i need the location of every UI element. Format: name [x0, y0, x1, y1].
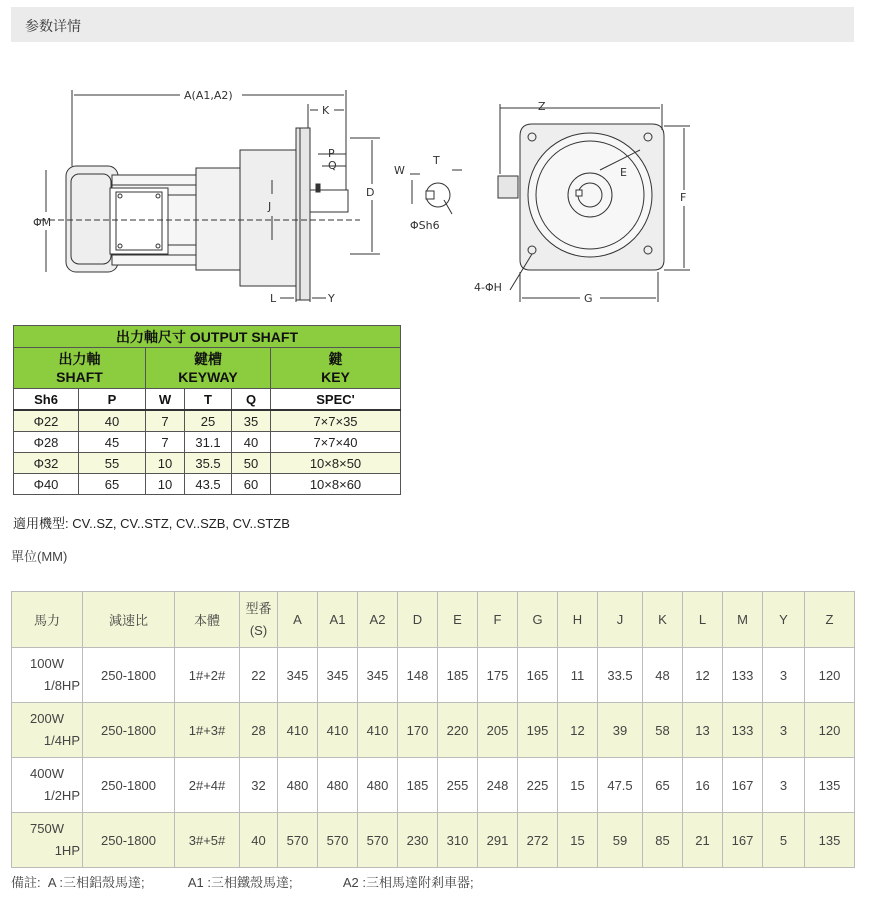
table-cell: 40 — [240, 813, 278, 868]
table-cell: 2#+4# — [175, 758, 240, 813]
table-cell: 170 — [398, 703, 438, 758]
motor-front-view — [498, 104, 690, 302]
table-cell: 120 — [805, 703, 855, 758]
label-f: F — [680, 191, 687, 204]
table-cell: 65 — [643, 758, 683, 813]
table-cell: 310 — [438, 813, 478, 868]
table-cell: 185 — [438, 648, 478, 703]
table-cell: 135 — [805, 813, 855, 868]
col-p: P — [79, 389, 146, 411]
footnote — [11, 872, 474, 891]
label-w: W — [394, 164, 405, 177]
table-cell: 167 — [723, 758, 763, 813]
table-cell: 175 — [478, 648, 518, 703]
note-prefix: 備註: — [11, 875, 41, 890]
table-cell: 133 — [723, 648, 763, 703]
table-cell: 3 — [763, 648, 805, 703]
table-cell: 345 — [358, 648, 398, 703]
table-cell: 345 — [278, 648, 318, 703]
label-e: E — [620, 166, 627, 179]
label-q: Q — [328, 159, 337, 172]
group-key: 鍵 KEY — [271, 348, 401, 389]
table-row: Φ22 40 7 25 35 7×7×35 — [14, 410, 401, 432]
label-g: G — [584, 292, 593, 305]
cell-hp: 200W 1/4HP — [12, 703, 83, 758]
table-cell: 85 — [643, 813, 683, 868]
group-shaft: 出力軸 SHAFT — [14, 348, 146, 389]
cell-hp: 400W 1/2HP — [12, 758, 83, 813]
table-cell: 13 — [683, 703, 723, 758]
table-cell: 410 — [318, 703, 358, 758]
motor-side-view — [40, 90, 380, 302]
col-t: T — [185, 389, 232, 411]
table-cell: 11 — [558, 648, 598, 703]
table-cell: 480 — [318, 758, 358, 813]
col-q: Q — [232, 389, 271, 411]
header-l: L — [683, 592, 723, 648]
table-row: Φ40 65 10 43.5 60 10×8×60 — [14, 474, 401, 495]
spec-table — [11, 591, 855, 868]
table-cell: 135 — [805, 758, 855, 813]
table-cell: 570 — [358, 813, 398, 868]
label-h: 4-ΦH — [474, 281, 502, 294]
header-e: E — [438, 592, 478, 648]
note-a2: A2 :三相馬達附剎車器; — [342, 875, 474, 890]
table-cell: 12 — [683, 648, 723, 703]
table-cell: 3 — [763, 703, 805, 758]
table-cell: 480 — [278, 758, 318, 813]
table-cell: 185 — [398, 758, 438, 813]
table-cell: 32 — [240, 758, 278, 813]
table-cell: 21 — [683, 813, 723, 868]
table-cell: 59 — [598, 813, 643, 868]
col-spec: SPEC' — [271, 389, 401, 411]
table-cell: 33.5 — [598, 648, 643, 703]
label-l: L — [270, 292, 277, 305]
header-m: M — [723, 592, 763, 648]
label-j: J — [268, 200, 272, 213]
table-cell: 250-1800 — [83, 703, 175, 758]
label-d: D — [366, 186, 375, 199]
table-cell: 205 — [478, 703, 518, 758]
table-cell: 22 — [240, 648, 278, 703]
header-f: F — [478, 592, 518, 648]
table-cell: 16 — [683, 758, 723, 813]
table-cell: 230 — [398, 813, 438, 868]
header-k: K — [643, 592, 683, 648]
table-row: Φ32 55 10 35.5 50 10×8×50 — [14, 453, 401, 474]
applicable-models: 適用機型: CV..SZ, CV..STZ, CV..SZB, CV..STZB — [13, 516, 290, 531]
header-body: 本體 — [175, 592, 240, 648]
table-cell: 410 — [358, 703, 398, 758]
table-cell: 15 — [558, 758, 598, 813]
header-a: A — [278, 592, 318, 648]
header-g: G — [518, 592, 558, 648]
table-cell: 272 — [518, 813, 558, 868]
table-cell: 3#+5# — [175, 813, 240, 868]
header-h: H — [558, 592, 598, 648]
col-w: W — [146, 389, 185, 411]
table-cell: 15 — [558, 813, 598, 868]
label-m: ΦM — [33, 216, 52, 229]
table-row: Φ28 45 7 31.1 40 7×7×40 — [14, 432, 401, 453]
note-a: A :三相鋁殼馬達; — [47, 875, 145, 890]
cell-hp: 750W 1HP — [12, 813, 83, 868]
table-cell: 120 — [805, 648, 855, 703]
table-cell: 3 — [763, 758, 805, 813]
table-cell: 5 — [763, 813, 805, 868]
cell-hp: 100W 1/8HP — [12, 648, 83, 703]
table-row — [12, 648, 855, 703]
header-a1: A1 — [318, 592, 358, 648]
table-cell: 250-1800 — [83, 758, 175, 813]
table-cell: 167 — [723, 813, 763, 868]
table-cell: 58 — [643, 703, 683, 758]
table-cell: 480 — [358, 758, 398, 813]
group-keyway: 鍵槽 KEYWAY — [146, 348, 271, 389]
dimension-drawing — [0, 0, 877, 320]
table-cell: 220 — [438, 703, 478, 758]
table-cell: 148 — [398, 648, 438, 703]
header-model-no: 型番 (S) — [240, 592, 278, 648]
table-cell: 1#+2# — [175, 648, 240, 703]
table-cell: 225 — [518, 758, 558, 813]
output-shaft-table — [13, 325, 401, 495]
table-cell: 345 — [318, 648, 358, 703]
section-title: 参数详情 — [25, 19, 81, 35]
label-z: Z — [538, 100, 546, 113]
header-a2: A2 — [358, 592, 398, 648]
label-a: A(A1,A2) — [184, 89, 233, 102]
table-row — [12, 758, 855, 813]
table-cell: 291 — [478, 813, 518, 868]
table-cell: 248 — [478, 758, 518, 813]
table-cell: 195 — [518, 703, 558, 758]
col-sh6: Sh6 — [14, 389, 79, 411]
table-cell: 570 — [278, 813, 318, 868]
table-cell: 250-1800 — [83, 648, 175, 703]
table-cell: 39 — [598, 703, 643, 758]
table-cell: 12 — [558, 703, 598, 758]
note-a1: A1 :三相鐵殼馬達; — [187, 875, 293, 890]
table-cell: 47.5 — [598, 758, 643, 813]
header-j: J — [598, 592, 643, 648]
table-cell: 250-1800 — [83, 813, 175, 868]
table-cell: 255 — [438, 758, 478, 813]
label-k: K — [322, 104, 330, 117]
label-sh6: ΦSh6 — [410, 219, 440, 232]
table-row — [12, 813, 855, 868]
table-cell: 410 — [278, 703, 318, 758]
label-y: Y — [328, 292, 335, 305]
shaft-section-view — [410, 170, 462, 214]
header-d: D — [398, 592, 438, 648]
header-ratio: 減速比 — [83, 592, 175, 648]
table-row — [12, 703, 855, 758]
table-cell: 48 — [643, 648, 683, 703]
shaft-table-title: 出力軸尺寸 OUTPUT SHAFT — [14, 326, 401, 348]
table-cell: 570 — [318, 813, 358, 868]
table-cell: 133 — [723, 703, 763, 758]
header-hp: 馬力 — [12, 592, 83, 648]
table-cell: 1#+3# — [175, 703, 240, 758]
table-cell: 28 — [240, 703, 278, 758]
header-y: Y — [763, 592, 805, 648]
header-z: Z — [805, 592, 855, 648]
unit-label: 單位(MM) — [11, 549, 68, 564]
label-p: P — [328, 147, 335, 160]
table-cell: 165 — [518, 648, 558, 703]
label-t: T — [433, 154, 440, 167]
